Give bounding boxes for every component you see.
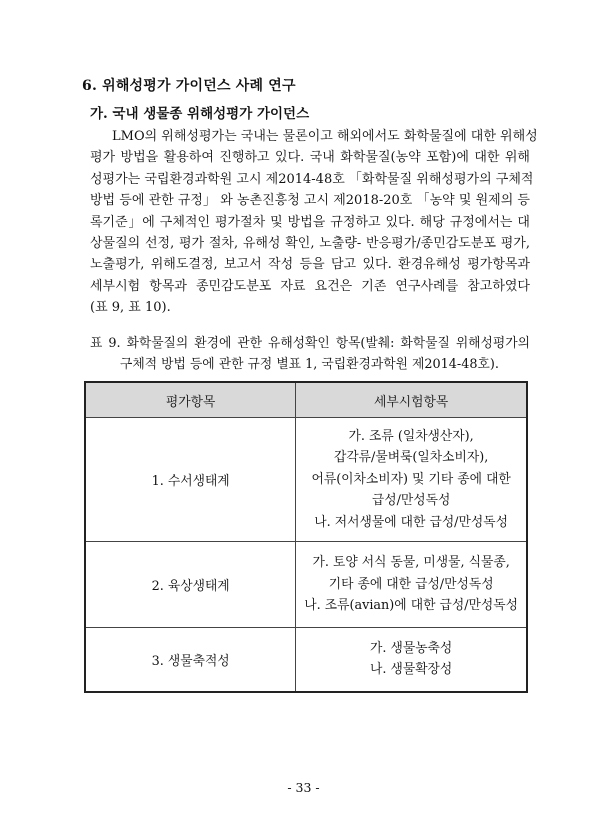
detail-line: 나. 생물확장성: [369, 662, 453, 678]
body-line: 성평가는 국립환경과학원 고시 제2014-48호 「화학물질 위해성평가의 구체적: [90, 171, 534, 187]
body-line: 상물질의 선정, 평가 절차, 유해성 확인, 노출량- 반응평가/종민감도분포 평가,: [90, 236, 530, 252]
detail-line: 가. 생물농축성: [369, 640, 453, 656]
detail-line: 나. 저서생물에 대한 급성/만성독성: [314, 514, 508, 530]
detail-line: 가. 토양 서식 동물, 미생물, 식물종,: [312, 555, 510, 571]
detail-line: 기타 종에 대한 급성/만성독성: [328, 576, 494, 592]
category-cell: 3. 생물축적성: [85, 628, 296, 692]
subsection-heading: 가. 국내 생물종 위해성평가 가이던스: [90, 106, 310, 122]
category-cell: 2. 육상생태계: [85, 542, 296, 628]
details-cell: [296, 542, 527, 628]
category-cell: 1. 수서생태계: [85, 418, 296, 542]
body-paragraph: [90, 126, 538, 319]
detail-line: 어류(이차소비자) 및 기타 종에 대한: [311, 471, 511, 487]
body-line: LMO의 위해성평가는 국내는 물론이고 해외에서도 화학물질에 대한 위해성: [112, 129, 538, 144]
table-caption-line: 표 9. 화학물질의 환경에 관한 유해성확인 항목(발췌: 화학물질 위해성평가의: [90, 336, 530, 351]
section-heading: 6. 위해성평가 가이던스 사례 연구: [82, 78, 296, 94]
table-row: [85, 542, 527, 628]
detail-line: 가. 조류 (일차생산자),: [348, 428, 474, 444]
hazard-table: [84, 381, 528, 693]
table-header-row: [85, 382, 527, 418]
body-line: 평가 방법을 활용하여 진행하고 있다. 국내 화학물질(농약 포함)에 대한 위해: [90, 150, 530, 166]
body-line: (표 9, 표 10).: [90, 300, 171, 316]
page-number: - 33 -: [287, 780, 320, 795]
detail-line: 급성/만성독성: [371, 493, 451, 509]
header-detailed-test-item: 세부시험항목: [296, 382, 527, 418]
details-cell: [296, 628, 527, 692]
detail-line: 나. 조류(avian)에 대한 급성/만성독성: [304, 598, 518, 614]
table-caption: [90, 333, 530, 375]
body-line: 노출평가, 위해도결정, 보고서 작성 등을 담고 있다. 환경유해성 평가항목과: [90, 257, 530, 273]
table-row: [85, 418, 527, 542]
details-cell: [296, 418, 527, 542]
table-caption-line: 구체적 방법 등에 관한 규정 별표 1, 국립환경과학원 제2014-48호).: [120, 357, 499, 372]
header-evaluation-item: 평가항목: [85, 382, 296, 418]
body-line: 세부시험 항목과 종민감도분포 자료 요건은 기존 연구사례를 참고하였다: [90, 278, 530, 294]
table-row: [85, 628, 527, 692]
body-line: 방법 등에 관한 규정」 와 농촌진흥청 고시 제2018-20호 「농약 및 원제의 등: [90, 193, 530, 209]
body-line: 록기준」에 구체적인 평가절차 및 방법을 규정하고 있다. 해당 규정에서는 대: [90, 214, 530, 230]
detail-line: 갑각류/물벼룩(일차소비자),: [333, 450, 489, 466]
